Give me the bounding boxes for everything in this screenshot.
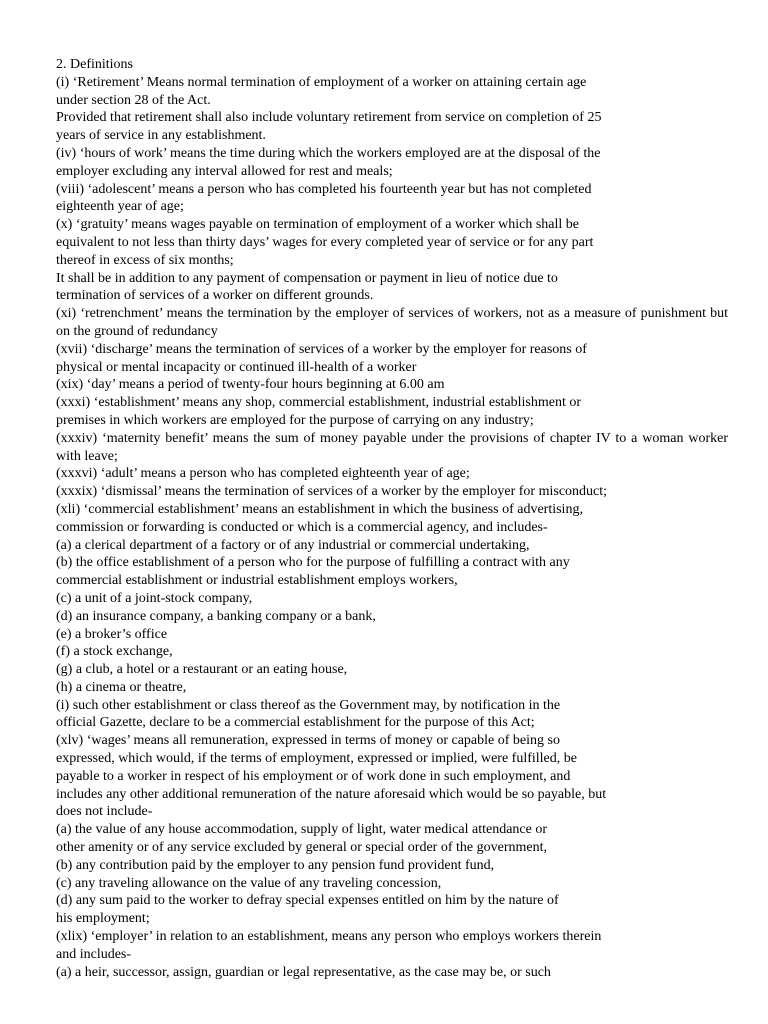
definition-paragraph (56, 626, 728, 644)
text-line: (a) a heir, successor, assign, guardian or legal representative, as the case may be, or such (56, 964, 551, 980)
definition-paragraph (56, 376, 728, 394)
definition-paragraph (56, 821, 728, 857)
definition-paragraph (56, 501, 728, 537)
definition-retrenchment: (xi) ‘retrenchment’ means the termination by the employer of services of workers, not as a measure of punishment but on the ground of redundancy (56, 306, 728, 339)
definition-paragraph (56, 341, 728, 377)
text-line: (a) a clerical department of a factory or of any industrial or commercial undertaking, (56, 537, 530, 553)
definition-paragraph (56, 857, 728, 875)
text-line: physical or mental incapacity or continued ill-health of a worker (56, 359, 417, 375)
definition-paragraph (56, 590, 728, 608)
text-line: (g) a club, a hotel or a restaurant or an eating house, (56, 662, 348, 678)
text-line: (i) ‘Retirement’ Means normal termination of employment of a worker on attaining certain age (56, 74, 587, 90)
text-line: (xxxix) ‘dismissal’ means the termination of services of a worker by the employer for misconduct; (56, 484, 608, 500)
text-line: payable to a worker in respect of his employment or of work done in such employment, and (56, 768, 571, 784)
text-line: termination of services of a worker on different grounds. (56, 288, 374, 304)
definition-paragraph (56, 270, 728, 306)
text-line: premises in which workers are employed for the purpose of carrying on any industry; (56, 412, 534, 428)
text-line: (d) an insurance company, a banking company or a bank, (56, 608, 376, 624)
definition-paragraph (56, 465, 728, 483)
definition-paragraph (56, 554, 728, 590)
document-page (56, 56, 728, 981)
section-heading: 2. Definitions (56, 57, 133, 72)
text-line: (c) a unit of a joint-stock company, (56, 590, 253, 606)
definition-paragraph (56, 483, 728, 501)
definition-paragraph (56, 964, 728, 982)
definition-paragraph (56, 643, 728, 661)
text-line: (f) a stock exchange, (56, 644, 173, 660)
definition-paragraph (56, 537, 728, 555)
text-line: employer excluding any interval allowed for rest and meals; (56, 163, 393, 179)
text-line: (d) any sum paid to the worker to defray special expenses entitled on him by the nature of (56, 893, 559, 909)
definition-paragraph (56, 732, 728, 821)
definition-paragraph (56, 109, 728, 145)
definition-paragraph (56, 892, 728, 928)
text-line: (b) the office establishment of a person who for the purpose of fulfilling a contract with any (56, 555, 570, 571)
text-line: (xlv) ‘wages’ means all remuneration, expressed in terms of money or capable of being so (56, 733, 560, 749)
text-line: (a) the value of any house accommodation, supply of light, water medical attendance or (56, 822, 547, 838)
definition-paragraph (56, 181, 728, 217)
text-line: (xli) ‘commercial establishment’ means an establishment in which the business of advertising, (56, 501, 583, 517)
definition-paragraph (56, 679, 728, 697)
text-line: (xix) ‘day’ means a period of twenty-four hours beginning at 6.00 am (56, 377, 445, 393)
text-line: equivalent to not less than thirty days’ wages for every completed year of service or for any part (56, 234, 594, 250)
text-line: years of service in any establishment. (56, 128, 266, 144)
definition-paragraph (56, 145, 728, 181)
text-line: (i) such other establishment or class thereof as the Government may, by notification in the (56, 697, 561, 713)
text-line: thereof in excess of six months; (56, 252, 234, 268)
text-line: (e) a broker’s office (56, 626, 168, 642)
definition-paragraph (56, 216, 728, 269)
definition-paragraph (56, 928, 728, 964)
text-line: (x) ‘gratuity’ means wages payable on termination of employment of a worker which shall be (56, 217, 580, 233)
text-line: and includes- (56, 946, 132, 962)
definition-paragraph (56, 697, 728, 733)
text-line: eighteenth year of age; (56, 199, 184, 215)
text-line: (xvii) ‘discharge’ means the termination of services of a worker by the employer for reasons of (56, 341, 587, 357)
text-line: does not include- (56, 804, 153, 820)
text-line: (xlix) ‘employer’ in relation to an establishment, means any person who employs workers therein (56, 929, 602, 945)
text-line: expressed, which would, if the terms of employment, expressed or implied, were fulfilled, be (56, 751, 577, 767)
definition-maternity-benefit: (xxxiv) ‘maternity benefit’ means the sum of money payable under the provisions of chapter IV to a woman worker with leave; (56, 430, 728, 464)
text-line: includes any other additional remuneration of the nature aforesaid which would be so payable, but (56, 786, 607, 802)
definition-paragraph (56, 608, 728, 626)
text-line: his employment; (56, 911, 150, 927)
definition-paragraph (56, 661, 728, 679)
text-line: (h) a cinema or theatre, (56, 679, 187, 695)
definitions-block-3 (56, 465, 728, 981)
text-line: commission or forwarding is conducted or which is a commercial agency, and includes- (56, 519, 548, 535)
text-line: (c) any traveling allowance on the value of any traveling concession, (56, 875, 442, 891)
definition-paragraph (56, 74, 728, 110)
text-line: Provided that retirement shall also include voluntary retirement from service on completion of 25 (56, 110, 602, 126)
text-line: (b) any contribution paid by the employer to any pension fund provident fund, (56, 857, 495, 873)
text-line: It shall be in addition to any payment of compensation or payment in lieu of notice due to (56, 270, 558, 286)
text-line: under section 28 of the Act. (56, 92, 211, 108)
text-line: (xxxi) ‘establishment’ means any shop, commercial establishment, industrial establishment or (56, 395, 582, 411)
text-line: (xxxvi) ‘adult’ means a person who has completed eighteenth year of age; (56, 466, 470, 482)
definition-paragraph (56, 875, 728, 893)
text-line: other amenity or of any service excluded by general or special order of the government, (56, 840, 547, 856)
definitions-block-2 (56, 341, 728, 430)
definition-paragraph (56, 394, 728, 430)
text-line: (viii) ‘adolescent’ means a person who has completed his fourteenth year but has not completed (56, 181, 592, 197)
text-line: official Gazette, declare to be a commercial establishment for the purpose of this Act; (56, 715, 535, 731)
definitions-block-1 (56, 74, 728, 305)
text-line: (iv) ‘hours of work’ means the time during which the workers employed are at the disposal of the (56, 145, 601, 161)
text-line: commercial establishment or industrial establishment employs workers, (56, 573, 458, 589)
